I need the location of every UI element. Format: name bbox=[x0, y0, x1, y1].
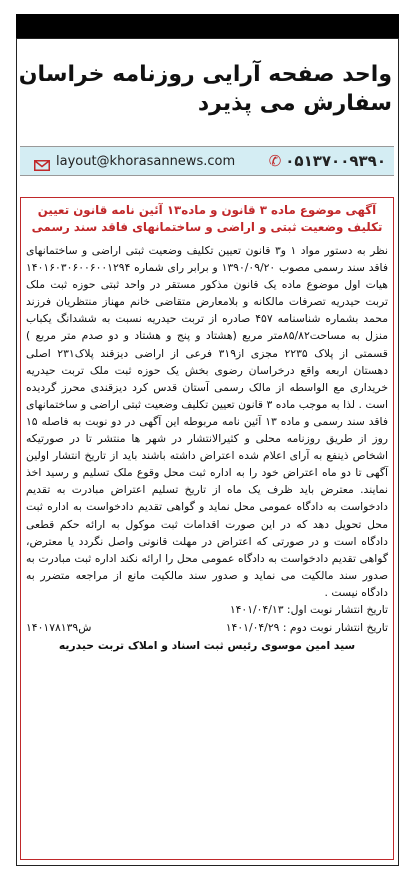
notice-title: آگهی موضوع ماده ۳ قانون و ماده۱۳ آئین نامه قانون تعیین تکلیف وضعیت ثبتی و اراضی و ساختمانهای فاقد سند رسمی bbox=[31, 203, 383, 234]
phone-number[interactable]: ۰۵۱۳۷۰۰۹۳۹۰ bbox=[285, 152, 386, 170]
mail-icon bbox=[34, 156, 50, 167]
notice-reference-code: ش۱۴۰۱۷۸۱۳۹ bbox=[26, 620, 92, 634]
publication-date-second: تاریخ انتشار نوبت دوم : ۱۴۰۱/۰۴/۲۹ bbox=[225, 620, 388, 634]
notice-body: نظر به دستور مواد ۱ و۳ قانون تعیین تکلیف وضعیت ثبتی اراضی و ساختمانهای فاقد سند رسمی مصوب ۱۳۹۰/۰۹/۲۰ و برابر رای شماره ۱۴۰۱۶۰۳۰۶۰۰۶۰۰۱۲۹۴ هیات اول موضوع ماده یک قانون مذکور مستقر در واحد ثبتی حوزه ثبت ملک تربت حیدریه تصرفات مالکانه و بلامعارض متقاضی خانم مهناز منتظریان فرزند محمد بشماره شناسنامه ۴۵۷ صادره از تربت حیدریه نسبت به ششدانگ یکباب منزل به مساحت۸۵/۸۲متر مربع (هشتاد و پنج و هشتاد و دو صدم متر مربع ) قسمتی از پلاک ۲۲۳۵ مجزی از۳۱۹ فرعی از اراضی دیزقند پلاک۲۳۱ اصلی دهستان اربعه واقع درخراسان رضوی بخش یک حوزه ثبت ملک تربت حیدریه خریداری مع الواسطه از مالک رسمی آستان قدس کرد دیزقندی محرز گردیده است . لذا به موجب ماده ۳ قانون تعیین تکلیف وضعیت ثبتی اراضی و ساختمانهای فاقد سند رسمی و ماده ۱۳ آئین نامه مربوطه این آگهی در دو نوبت به فاصله ۱۵ روز از طریق روزنامه محلی و کثیرالانتشار در شهر ها منتشر تا در صورتیکه اشخاص ذینفع به آرای اعلام شده اعتراض داشته باشند باید از تاریخ انتشار اولین آگهی تا دو ماه اعتراض خود را به اداره ثبت محل وقوع ملک تسلیم و رسید اخذ نمایند. معترض باید ظرف یک ماه از تاریخ تسلیم اعتراض مبادرت به تقدیم دادخواست به دادگاه عمومی محل نماید و گواهی تقدیم دادخواست به اداره ثبت محل تحویل دهد که در این صورت اقدامات ثبت موکول به ارائه حکم قطعی دادگاه است و در صورتی که اعتراض در مهلت قانونی واصل نگردد یا معترض، گواهی تقدیم دادخواست به دادگاه عمومی محل را ارائه نکند اداره ثبت مبادرت به صدور سند مالکیت می نماید و صدور سند مالکیت مانع از مراجعه متضرر به دادگاه نیست . bbox=[26, 244, 389, 599]
phone-icon: ✆ bbox=[268, 152, 282, 170]
layout-service-banner bbox=[18, 60, 392, 118]
phone-group bbox=[269, 152, 386, 170]
legal-notice-box bbox=[20, 197, 394, 860]
publication-date-row-1 bbox=[26, 601, 388, 619]
notice-signer: سید امین موسوی رئیس ثبت اسناد و املاک تربت حیدریه bbox=[58, 638, 356, 652]
publication-date-first: تاریخ انتشار نوبت اول: ۱۴۰۱/۰۴/۱۳ bbox=[229, 602, 388, 616]
top-black-bar bbox=[16, 14, 399, 38]
contact-band bbox=[20, 146, 394, 176]
banner-line-1: واحد صفحه آرایی روزنامه خراسان bbox=[18, 62, 392, 87]
email-group bbox=[34, 154, 235, 169]
publication-date-row-2 bbox=[26, 619, 388, 637]
email-address[interactable]: layout@khorasannews.com bbox=[56, 153, 236, 169]
banner-line-2: سفارش می پذیرد bbox=[197, 91, 392, 116]
